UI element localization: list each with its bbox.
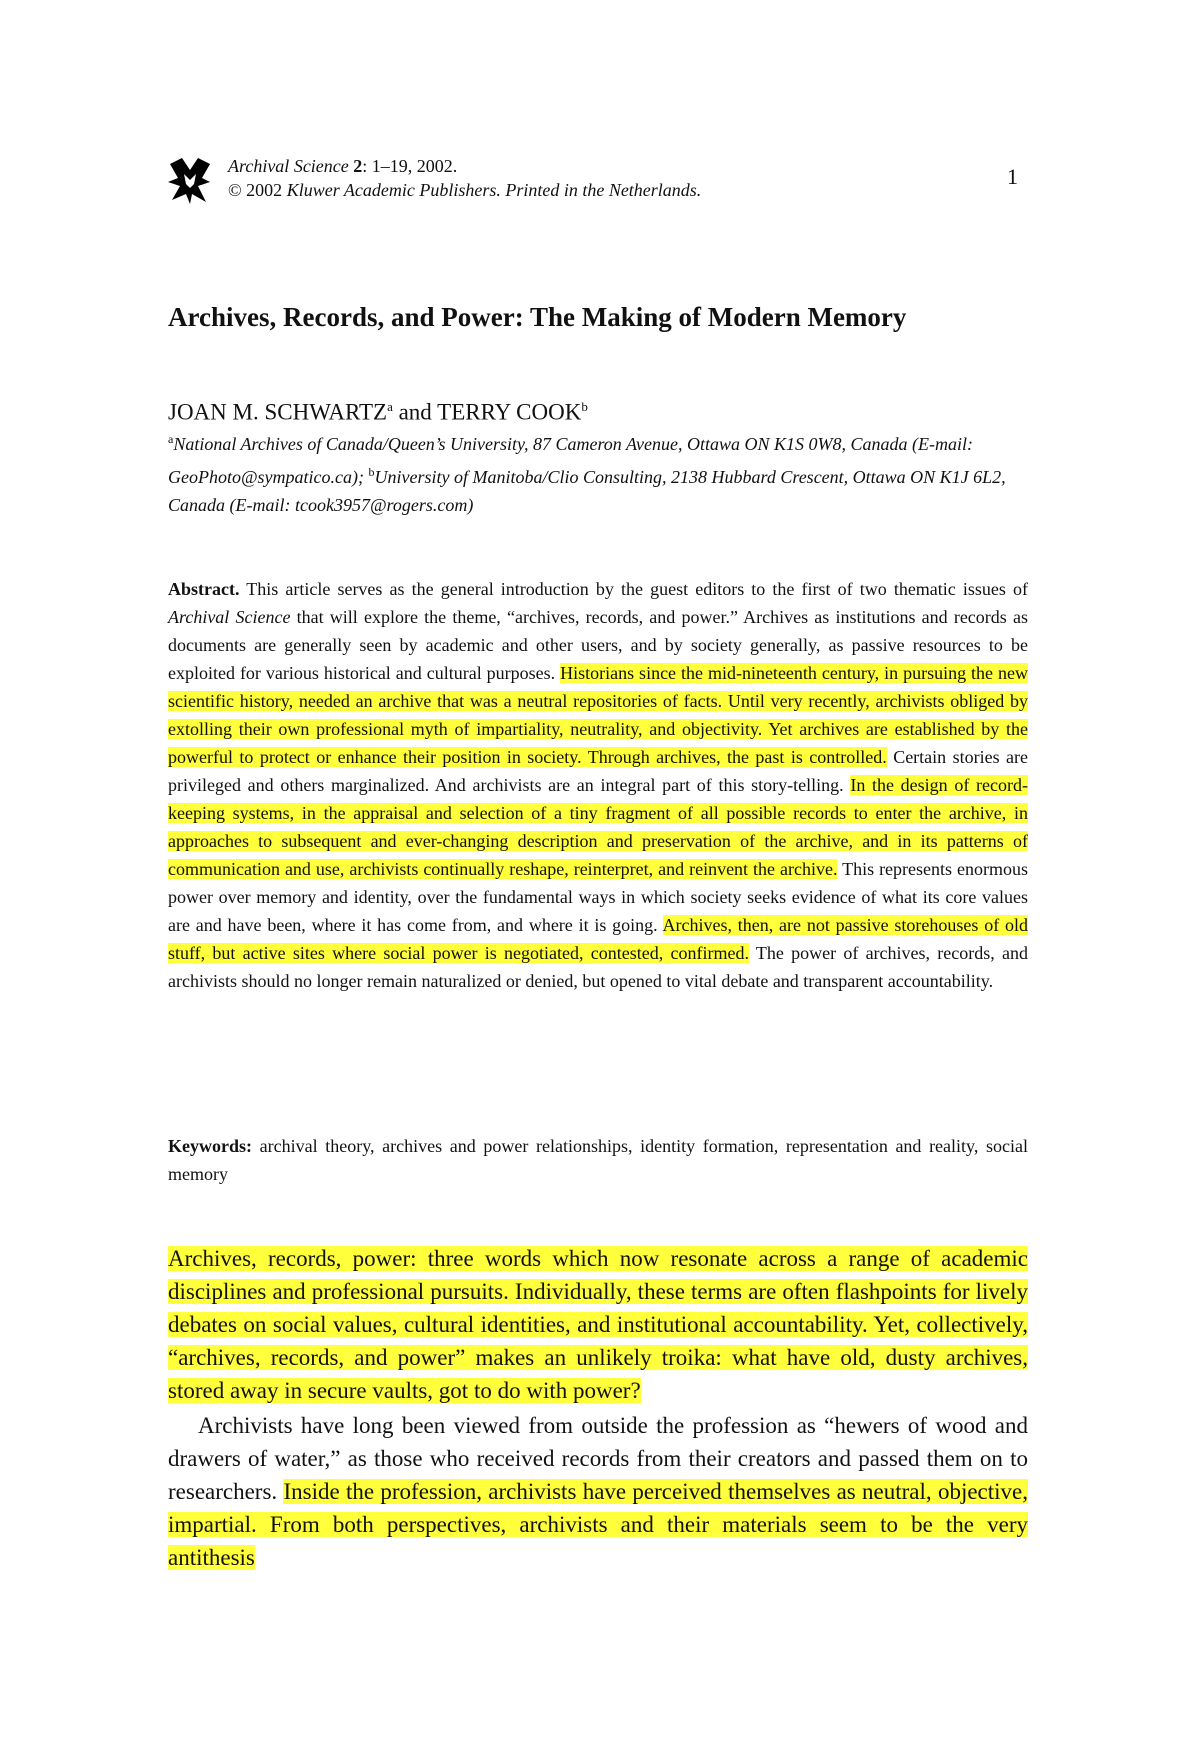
journal-citation [228, 154, 457, 178]
body-highlight: Archives, records, power: three words which now resonate across a range of academic disciplines and professional pursuits. Individually, these terms are often flashpoints for lively debates on social values, cultural identities, and institutional accountability. Yet, collectively, “archives, records, and power” makes an unlikely troika: what have old, dusty archives, stored away in secure vaults, got to do with power? [168, 1246, 1028, 1403]
affil-sup: a [168, 432, 174, 446]
page-number: 1 [1007, 164, 1018, 189]
author-name: TERRY COOK [437, 399, 582, 425]
journal-name: Archival Science [228, 156, 349, 176]
abstract-text: Certain stories are privileged and others marginalized. And archivists are an integral part of this story-telling. [168, 747, 1028, 795]
abstract [168, 575, 1028, 995]
publisher-line: Kluwer Academic Publishers. Printed in the Netherlands. [286, 180, 702, 200]
abstract-highlight: Archives, then, are not passive storehouses of old stuff, but active sites where social power is negotiated, contested, confirmed. [168, 915, 1028, 963]
body-text [168, 1242, 1028, 1574]
publisher-logo-icon [168, 156, 212, 206]
abstract-highlight: Historians since the mid-nineteenth century, in pursuing the new scientific history, needed an archive that was a neutral repositories of facts. Until very recently, archivists obliged by extolling their own professional myth of impartiality, neutrality, and objectivity. Yet archives are established by the powerful to protect or enhance their position in society. Through archives, the past is controlled. [168, 663, 1028, 767]
abstract-text: that will explore the theme, “archives, records, and power.” Archives as institutions and records as documents are generally seen by academic and other users, and by society generally, as passive resources to be exploited for various historical and cultural purposes. [168, 607, 1028, 683]
journal-volume: 2 [353, 156, 363, 176]
abstract-text: The power of archives, records, and archivists should no longer remain naturalized or denied, but opened to vital debate and transparent accountability. [168, 943, 1028, 991]
affiliation-a: National Archives of Canada/Queen’s University, 87 Cameron Avenue, Ottawa ON K1S 0W8, Canada (E-mail: GeoPhoto@sympatico.ca); [168, 434, 973, 487]
author-name: JOAN M. SCHWARTZ [168, 399, 388, 425]
author-conjunction: and [392, 399, 438, 425]
body-paragraph [168, 1242, 1028, 1407]
affiliations [168, 425, 1028, 519]
affil-sup: b [368, 465, 375, 479]
affiliation-b: University of Manitoba/Clio Consulting, 2138 Hubbard Crescent, Ottawa ON K1J 6L2, Canada (E-mail: tcook3957@rogers.com) [168, 467, 1006, 515]
author-sup: b [581, 399, 588, 414]
paper-title: Archives, Records, and Power: The Making of Modern Memory [168, 302, 907, 332]
journal-pages-year: : 1–19, 2002. [362, 156, 458, 176]
abstract-text: This article serves as the general introduction by the guest editors to the first of two thematic issues of [239, 579, 1028, 599]
keywords-text: archival theory, archives and power relationships, identity formation, representation and reality, social memory [168, 1136, 1028, 1184]
body-text-run: Archivists have long been viewed from outside the profession as “hewers of wood and drawers of water,” as those who received records from their creators and passed them on to researchers. [168, 1413, 1028, 1504]
copyright-year: © 2002 [228, 180, 283, 200]
abstract-highlight: In the design of record-keeping systems, in the appraisal and selection of a tiny fragment of all possible records to enter the archive, in approaches to subsequent and ever-changing description and preservation of the archive, and in its patterns of communication and use, archivists continually reshape, reinterpret, and reinvent the archive. [168, 775, 1028, 879]
keywords-label: Keywords: [168, 1136, 252, 1156]
keywords [168, 1132, 1028, 1188]
author-sup: a [387, 399, 393, 414]
copyright-line [228, 178, 701, 202]
body-highlight: Inside the profession, archivists have perceived themselves as neutral, objective, impartial. From both perspectives, archivists and their materials seem to be the very antithesis [168, 1479, 1029, 1570]
body-paragraph [168, 1409, 1028, 1574]
abstract-journal-italic: Archival Science [168, 607, 291, 627]
abstract-label: Abstract. [168, 579, 240, 599]
author-list [168, 392, 588, 428]
abstract-text: This represents enormous power over memory and identity, over the fundamental ways in which society seeks evidence of what its core values are and have been, where it has come from, and where it is going. [168, 859, 1028, 935]
journal-header [168, 150, 1038, 210]
